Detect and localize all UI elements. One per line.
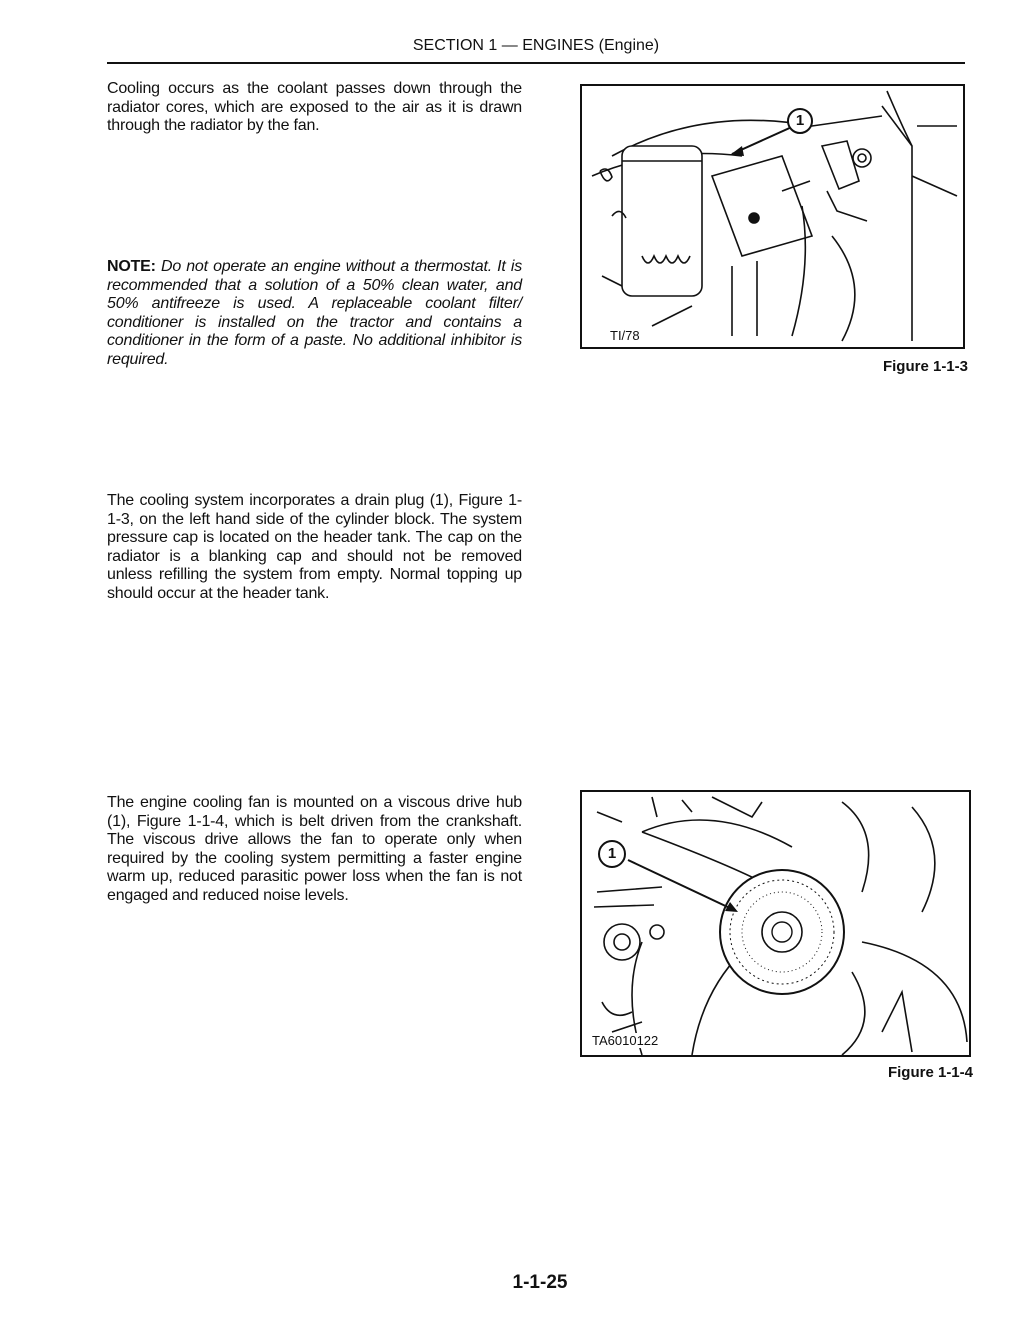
figure-caption-1-1-3: Figure 1-1-3 (882, 358, 968, 375)
note-label: NOTE: (107, 258, 156, 275)
figure-1-1-4-illustration (580, 790, 971, 1057)
paragraph-drain-plug: The cooling system incorporates a drain plug (1), Figure 1-1-3, on the left hand side of the cylinder block. The system pressure cap is located on the header tank. The cap on the radiator is a blanking cap and should not be removed unless refilling the system from empty. Normal topping up should occur at the header tank. (107, 492, 522, 602)
page-number: 1-1-25 (512, 1272, 568, 1293)
callout-arrow (628, 860, 738, 912)
callout-1-icon: 1 (598, 840, 626, 868)
figure-1-1-3-illustration (580, 84, 965, 349)
section-header: SECTION 1 — ENGINES (Engine) (412, 37, 660, 54)
header-rule (107, 62, 965, 64)
paragraph-cooling: Cooling occurs as the coolant passes down through the radiator cores, which are exposed to the air as it is drawn through the radiator by the fan. (107, 80, 522, 134)
callout-arrow (730, 126, 794, 156)
callout-1-icon: 1 (787, 108, 813, 134)
note-thermostat (107, 258, 522, 369)
figure-caption-1-1-4: Figure 1-1-4 (887, 1064, 973, 1081)
figure-image-id: TA6010122 (592, 1033, 659, 1048)
coolant-filter-drawing (582, 86, 963, 347)
paragraph-cooling-fan: The engine cooling fan is mounted on a viscous drive hub (1), Figure 1-1-4, which is belt driven from the crankshaft. The viscous drive allows the fan to operate only when required by the cooling system permitting a faster engine warm up, reduced parasitic power loss when the fan is not engaged and reduced noise levels. (107, 794, 522, 904)
figure-image-id: TI/78 (610, 328, 640, 343)
viscous-hub (720, 870, 844, 994)
viscous-fan-drawing (582, 792, 969, 1055)
note-text: Do not operate an engine without a thermostat. It is recommended that a solution of a 50% clean water, and 50% antifreeze is used. A replaceable coolant filter/ conditioner is installed on the tractor and contains a conditioner in the form of a paste. No additional inhibitor is required. (107, 258, 523, 368)
